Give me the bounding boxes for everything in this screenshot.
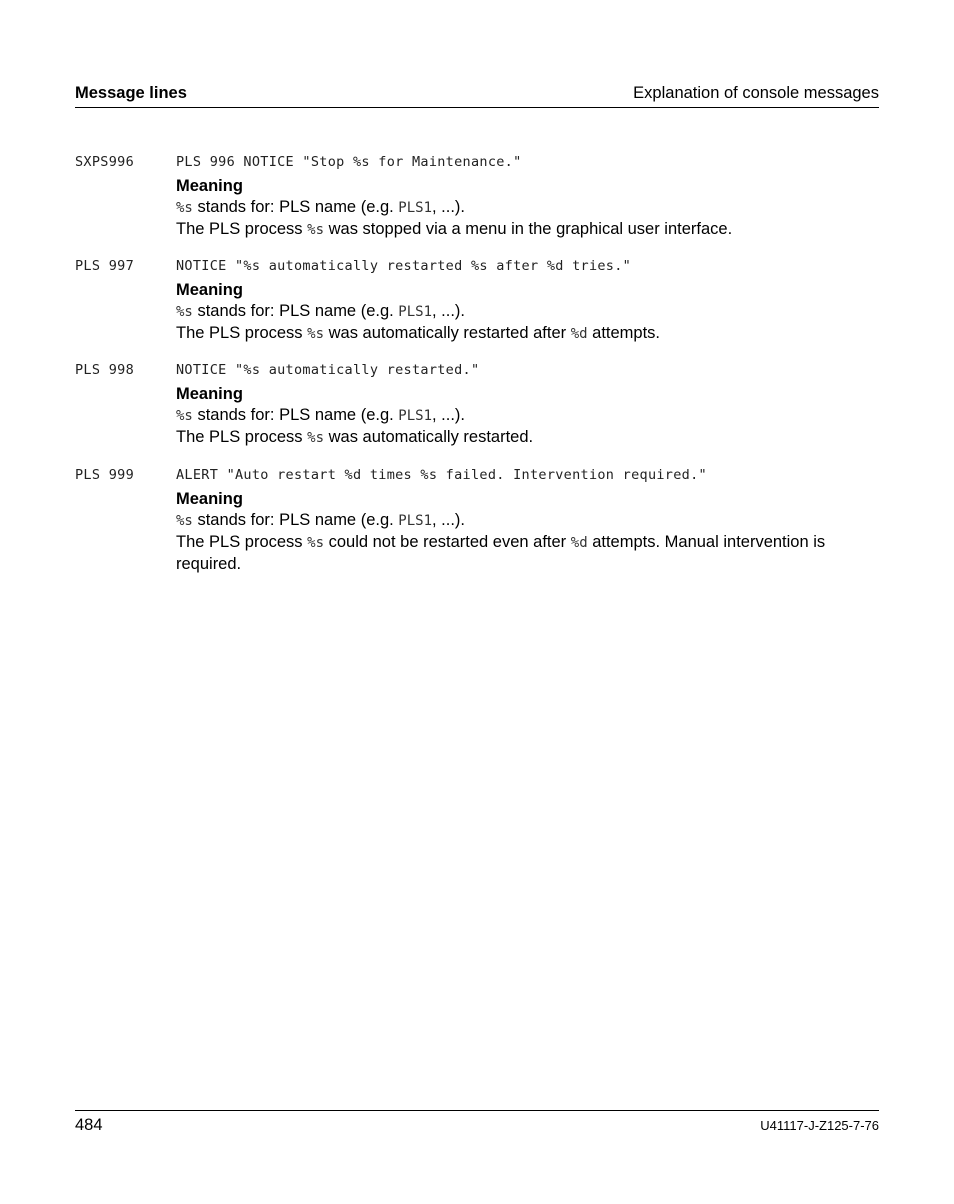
message-text: ALERT "Auto restart %d times %s failed. Intervention required.": [176, 467, 707, 483]
meaning-heading: Meaning: [176, 490, 243, 508]
variable: %d: [570, 535, 588, 551]
document-id: U41117-J-Z125-7-76: [760, 1118, 879, 1133]
message-code: PLS 999: [75, 467, 134, 483]
meaning-heading: Meaning: [176, 385, 243, 403]
explanation-line: %s stands for: PLS name (e.g. PLS1, ...).: [176, 406, 466, 424]
explanation-line: %s stands for: PLS name (e.g. PLS1, ...).: [176, 511, 466, 529]
message-explanation: [176, 384, 879, 449]
section-title: Message lines: [75, 84, 187, 102]
example-value: PLS1: [398, 513, 433, 529]
meaning-heading: Meaning: [176, 177, 243, 195]
explanation-line: %s stands for: PLS name (e.g. PLS1, ...).: [176, 302, 466, 320]
message-text: PLS 996 NOTICE "Stop %s for Maintenance.": [176, 154, 522, 170]
variable: %s: [176, 408, 193, 424]
variable: %s: [176, 513, 193, 529]
explanation-line: The PLS process %s could not be restarted even after %d attempts. Manual intervention is required.: [176, 533, 826, 573]
message-text: NOTICE "%s automatically restarted %s after %d tries.": [176, 258, 632, 274]
variable: %s: [176, 304, 193, 320]
variable: %s: [307, 535, 325, 551]
message-code: SXPS996: [75, 154, 134, 170]
variable: %s: [176, 200, 193, 216]
message-text: NOTICE "%s automatically restarted.": [176, 362, 480, 378]
explanation-line: The PLS process %s was automatically restarted.: [176, 428, 534, 446]
message-explanation: [176, 176, 879, 241]
chapter-title: Explanation of console messages: [633, 84, 879, 102]
example-value: PLS1: [398, 200, 433, 216]
variable: %s: [307, 430, 325, 446]
page-header: [75, 83, 879, 108]
variable: %s: [307, 222, 325, 238]
page-number: 484: [75, 1116, 103, 1134]
explanation-line: The PLS process %s was automatically restarted after %d attempts.: [176, 324, 661, 342]
message-explanation: [176, 489, 879, 575]
variable: %s: [307, 326, 325, 342]
variable: %d: [570, 326, 588, 342]
message-code: PLS 998: [75, 362, 134, 378]
meaning-heading: Meaning: [176, 281, 243, 299]
page-footer: [75, 1110, 879, 1134]
example-value: PLS1: [398, 304, 433, 320]
message-explanation: [176, 280, 879, 345]
explanation-line: The PLS process %s was stopped via a menu in the graphical user interface.: [176, 220, 733, 238]
example-value: PLS1: [398, 408, 433, 424]
explanation-line: %s stands for: PLS name (e.g. PLS1, ...).: [176, 198, 466, 216]
message-code: PLS 997: [75, 258, 134, 274]
